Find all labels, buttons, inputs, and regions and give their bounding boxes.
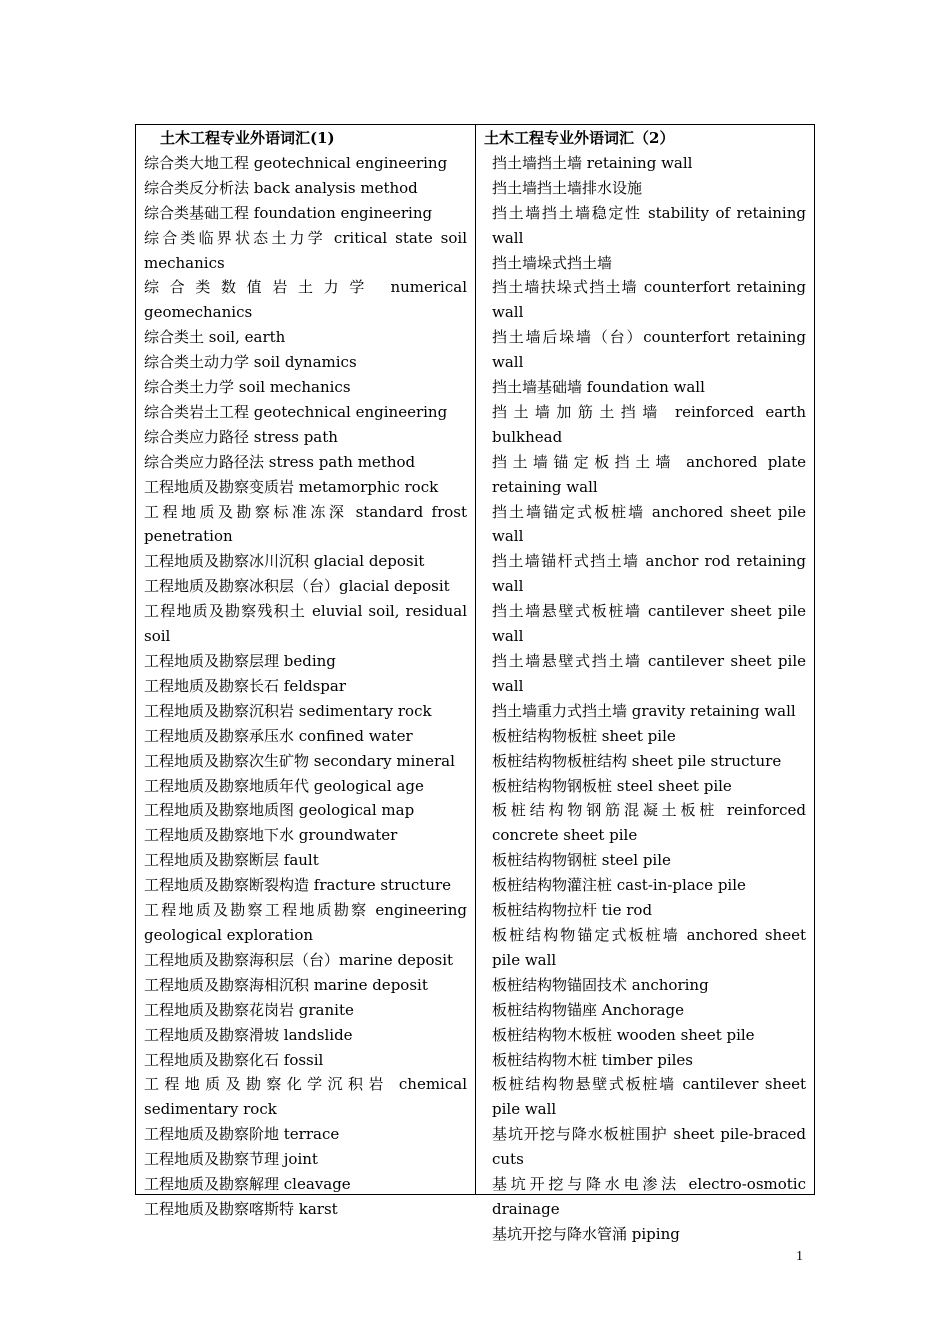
term-entry: 工程地质及勘察地下水 groundwater (144, 826, 398, 845)
term-entry: 综合类岩土工程 geotechnical engineering (144, 402, 448, 421)
term-entry: 工程地质及勘察海相沉积 marine deposit (144, 975, 428, 994)
term-entry: 工程地质及勘察化石 fossil (144, 1050, 324, 1069)
term-entry: 板桩结构物锚定式板桩墙 anchored sheet pile wall (492, 925, 806, 969)
term-entry: 板桩结构物锚座 Anchorage (492, 1000, 684, 1019)
term-entry: 工程地质及勘察变质岩 metamorphic rock (144, 477, 439, 496)
term-entry: 综合类基础工程 foundation engineering (144, 203, 433, 222)
term-entry: 板桩结构物板桩 sheet pile (492, 726, 676, 745)
term-entry: 工程地质及勘察海积层（台）marine deposit (144, 950, 454, 969)
term-entry: 综合类反分析法 back analysis method (144, 178, 418, 197)
term-entry: 工程地质及勘察长石 feldspar (144, 676, 347, 695)
term-entry: 板桩结构物木板桩 wooden sheet pile (492, 1025, 755, 1044)
term-entry: 基坑开挖与降水管涌 piping (492, 1224, 680, 1243)
page-number: 1 (796, 1249, 803, 1264)
term-entry: 工程地质及勘察解理 cleavage (144, 1175, 351, 1194)
term-entry: 板桩结构物拉杆 tie rod (492, 901, 653, 920)
term-entry: 综合类数值岩土力学 numerical geomechanics (144, 278, 467, 322)
right-column (475, 125, 814, 1243)
term-entry: 挡土墙悬壁式板桩墙 cantilever sheet pile wall (492, 602, 806, 646)
term-entry: 挡土墙挡土墙排水设施 (492, 178, 643, 197)
right-column-title: 土木工程专业外语词汇（2） (484, 129, 675, 147)
term-entry: 综合类土动力学 soil dynamics (144, 353, 357, 372)
term-entry: 综合类应力路径法 stress path method (144, 452, 416, 471)
term-entry: 挡土墙重力式挡土墙 gravity retaining wall (492, 701, 796, 720)
right-term-list (484, 151, 806, 1247)
vocabulary-table (135, 124, 815, 1243)
left-term-list (144, 151, 467, 1222)
term-entry: 工程地质及勘察花岗岩 granite (144, 1000, 354, 1019)
left-column-title: 土木工程专业外语词汇(1) (160, 129, 335, 147)
term-entry: 工程地质及勘察节理 joint (144, 1150, 318, 1169)
term-entry: 挡土墙悬壁式挡土墙 cantilever sheet pile wall (492, 652, 806, 695)
term-entry: 板桩结构物钢筋混凝土板桩 reinforced concrete sheet pile (492, 801, 806, 845)
term-entry: 综合类土 soil, earth (144, 328, 286, 347)
left-column (136, 125, 475, 1218)
term-entry: 工程地质及勘察断层 fault (144, 851, 319, 870)
term-entry: 挡土墙锚定式板桩墙 anchored sheet pile wall (492, 502, 806, 546)
term-entry: 基坑开挖与降水电渗法 electro-osmotic drainage (492, 1175, 806, 1218)
term-entry: 工程地质及勘察阶地 terrace (144, 1125, 340, 1144)
term-entry: 综合类应力路径 stress path (144, 427, 338, 446)
term-entry: 挡土墙加筋土挡墙 reinforced earth bulkhead (492, 402, 806, 446)
term-entry: 综合类大地工程 geotechnical engineering (144, 153, 448, 172)
term-entry: 综合类临界状态土力学 critical state soil mechanics (144, 228, 467, 272)
term-entry: 板桩结构物锚固技术 anchoring (492, 975, 709, 994)
term-entry: 工程地质及勘察地质年代 geological age (144, 776, 424, 795)
term-entry: 挡土墙扶垛式挡土墙 counterfort retaining wall (492, 278, 806, 322)
term-entry: 基坑开挖与降水板桩围护 sheet pile-braced cuts (492, 1125, 806, 1169)
term-entry: 工程地质及勘察喀斯特 karst (144, 1199, 338, 1218)
term-entry: 综合类土力学 soil mechanics (144, 378, 351, 397)
term-entry: 工程地质及勘察残积土 eluvial soil, residual soil (144, 602, 467, 646)
term-entry: 板桩结构物悬壁式板桩墙 cantilever sheet pile wall (492, 1075, 806, 1119)
term-entry: 工程地质及勘察标准冻深 standard frost penetration (144, 502, 467, 546)
term-entry: 工程地质及勘察化学沉积岩 chemical sedimentary rock (144, 1075, 467, 1119)
term-entry: 工程地质及勘察地质图 geological map (144, 801, 415, 820)
term-entry: 工程地质及勘察滑坡 landslide (144, 1025, 353, 1044)
term-entry: 挡土墙挡土墙稳定性 stability of retaining wall (492, 203, 806, 247)
term-entry: 工程地质及勘察承压水 confined water (144, 726, 413, 745)
term-entry: 工程地质及勘察工程地质勘察 engineering geological exploration (144, 901, 467, 944)
term-entry: 工程地质及勘察冰川沉积 glacial deposit (144, 552, 425, 571)
term-entry: 挡土墙锚定板挡土墙 anchored plate retaining wall (492, 452, 806, 496)
term-entry: 挡土墙基础墙 foundation wall (492, 378, 705, 397)
term-entry: 挡土墙后垛墙（台）counterfort retaining wall (492, 328, 806, 372)
term-entry: 工程地质及勘察沉积岩 sedimentary rock (144, 701, 432, 720)
term-entry: 工程地质及勘察层理 beding (144, 652, 336, 671)
term-entry: 工程地质及勘察次生矿物 secondary mineral (144, 751, 455, 770)
term-entry: 板桩结构物钢板桩 steel sheet pile (492, 776, 732, 795)
term-entry: 工程地质及勘察冰积层（台）glacial deposit (144, 577, 450, 596)
term-entry: 挡土墙锚杆式挡土墙 anchor rod retaining wall (492, 552, 806, 596)
term-entry: 挡土墙挡土墙 retaining wall (492, 153, 693, 172)
term-entry: 板桩结构物木桩 timber piles (492, 1050, 694, 1069)
term-entry: 板桩结构物灌注桩 cast-in-place pile (492, 876, 746, 895)
term-entry: 板桩结构物板桩结构 sheet pile structure (492, 751, 782, 770)
term-entry: 工程地质及勘察断裂构造 fracture structure (144, 876, 452, 895)
term-entry: 板桩结构物钢桩 steel pile (492, 851, 671, 870)
term-entry: 挡土墙垛式挡土墙 (492, 253, 613, 272)
